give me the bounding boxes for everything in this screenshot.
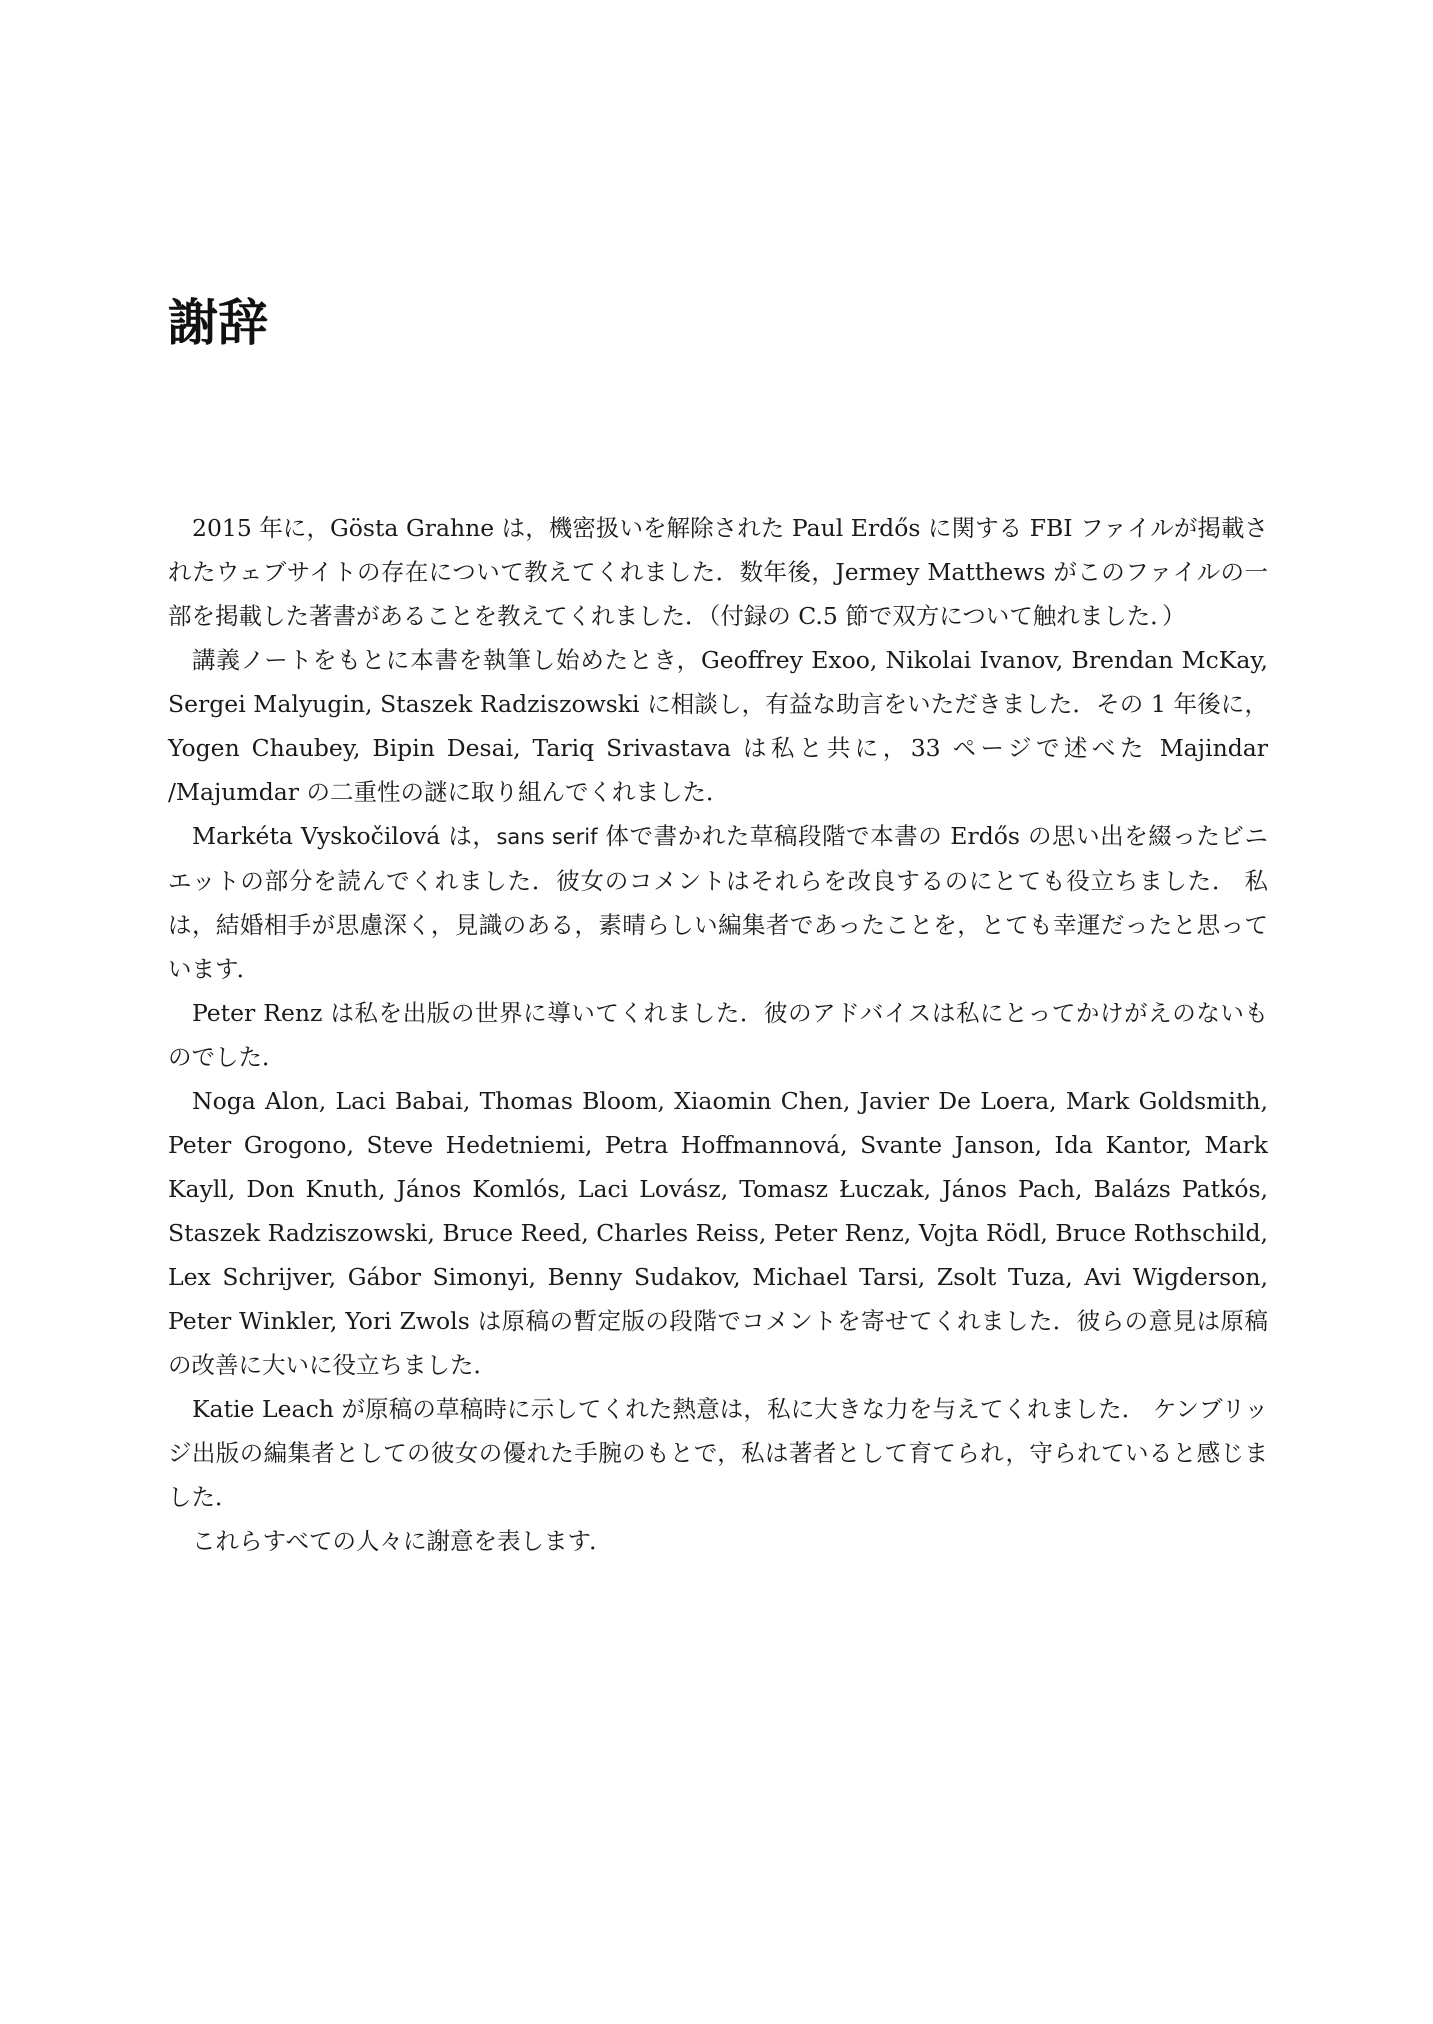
- paragraph: これらすべての人々に謝意を表します．: [192, 1527, 613, 1555]
- acknowledgements-body: [168, 506, 1268, 1563]
- paragraph-text: Markéta Vyskočilová は，: [192, 822, 497, 850]
- sans-serif-sample: sans serif: [496, 825, 598, 849]
- paragraph: 2015 年に，Gösta Grahne は，機密扱いを解除された Paul Erdős に関する FBI ファイルが掲載されたウェブサイトの存在について教えてくれました．数年後，Jermey Matthews がこのファイルの一部を掲載した著書があることを教えてくれました．（付録の C.5 節で双方について触れました．）: [168, 514, 1268, 630]
- paragraph: Noga Alon, Laci Babai, Thomas Bloom, Xiaomin Chen, Javier De Loera, Mark Goldsmith, Peter Grogono, Steve Hedetniemi, Petra Hoffmannová, Svante Janson, Ida Kantor, Mark Kayll, Don Knuth, János Komlós, Laci Lovász, Tomasz Łuczak, János Pach, Balázs Patkós, Staszek Radziszowski, Bruce Reed, Charles Reiss, Peter Renz, Vojta Rödl, Bruce Rothschild, Lex Schrijver, Gábor Simonyi, Benny Sudakov, Michael Tarsi, Zsolt Tuza, Avi Wigderson, Peter Winkler, Yori Zwols は原稿の暫定版の段階でコメントを寄せてくれました．彼らの意見は原稿の改善に大いに役立ちました．: [168, 1087, 1268, 1379]
- paragraph: [168, 814, 1268, 991]
- paragraph: Katie Leach が原稿の草稿時に示してくれた熱意は，私に大きな力を与えてくれました． ケンブリッジ出版の編集者としての彼女の優れた手腕のもとで，私は著者として育てられ，守られていると感じました．: [168, 1395, 1268, 1511]
- paragraph: 講義ノートをもとに本書を執筆し始めたとき，Geoffrey Exoo, Nikolai Ivanov, Brendan McKay, Sergei Malyugin, Staszek Radziszowski に相談し，有益な助言をいただきました．その 1 年後に，Yogen Chaubey, Bipin Desai, Tariq Srivastava は私と共に，33 ページで述べた Majindar /Majumdar の二重性の謎に取り組んでくれました．: [168, 646, 1268, 806]
- page-title: 謝辞: [168, 293, 268, 352]
- paragraph-text: 体で書かれた草稿段階で本書の Erdős の思い出を綴ったビニエットの部分を読んでくれました．彼女のコメントはそれらを改良するのにとても役立ちました． 私は，結婚相手が思慮深く，見識のある，素晴らしい編集者であったことを，とても幸運だったと思っています．: [168, 822, 1268, 983]
- paragraph: Peter Renz は私を出版の世界に導いてくれました．彼のアドバイスは私にとってかけがえのないものでした．: [168, 999, 1268, 1071]
